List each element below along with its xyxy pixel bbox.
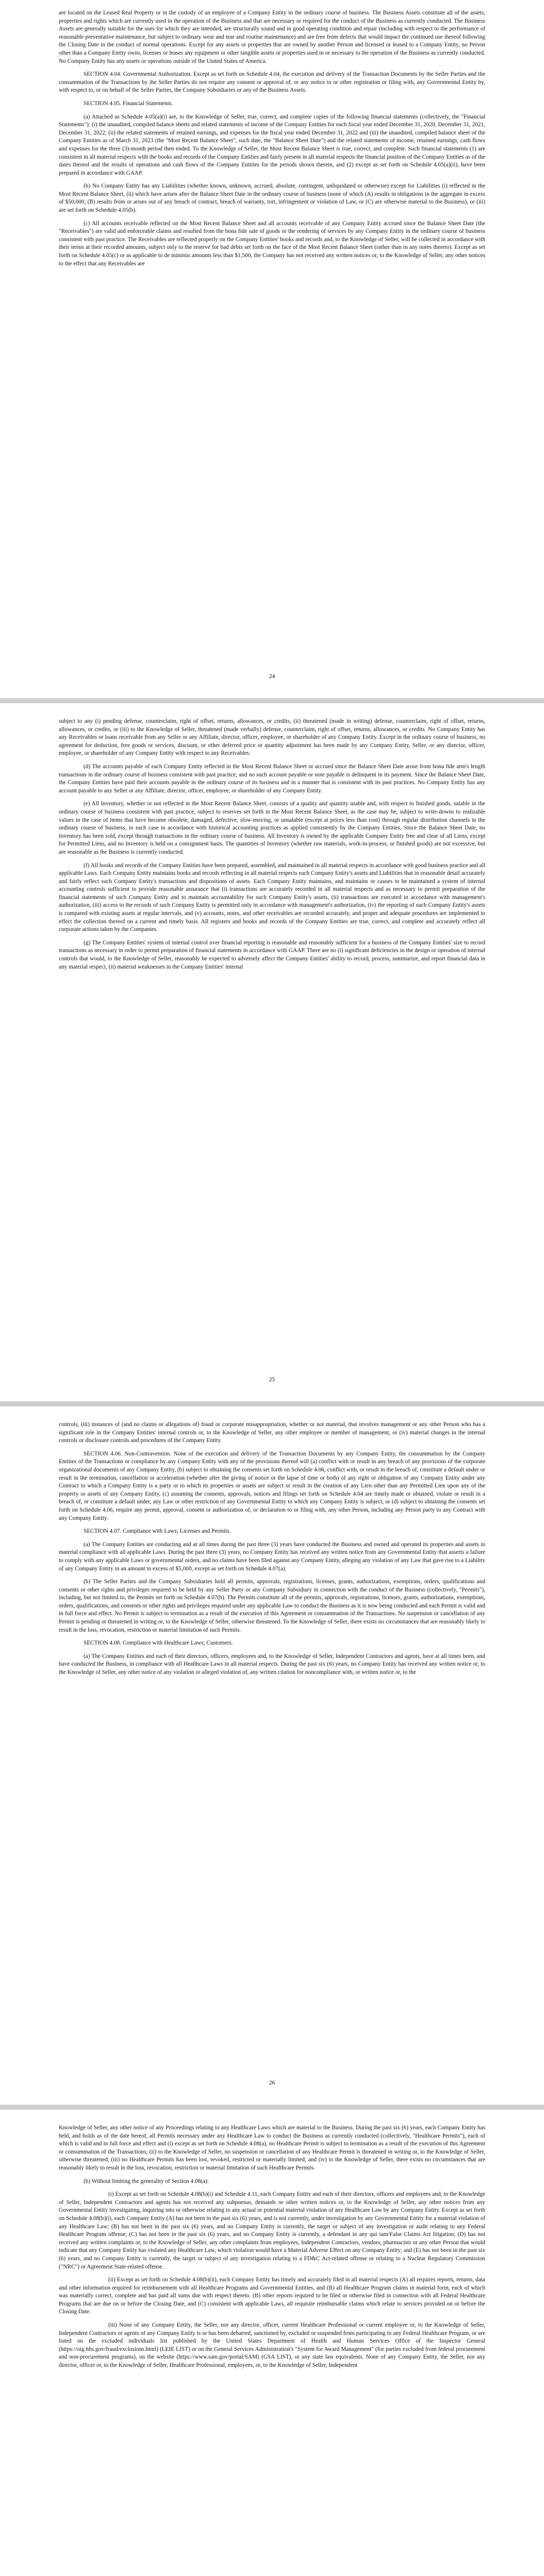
document-page-24	[0, 0, 544, 698]
section-4-08-b-iii: (iii) None of any Company Entity, the Seller, nor any director, officer, current Healthcare Professional or current employee or, to the Knowledge of Seller, Independent Contractors or agents of any Company Entity is or has been debarred, sanctioned by, excluded or suspended from participating in any Federal Healthcare Program, or are listed on the excluded individuals list published by the United States Department of Health and Human Services Office of the Inspector General (https://oig.hhs.gov/fraud/exclusions.html) (LEIE LIST) or on the General Services Administration's "System for Award Management" (for parties excluded from federal procurement and non-procurement programs), on the website (https://www.sam.gov/portal/SAM) (GSA LIST), or any state law equivalents. None of any Company Entity, the Seller, nor any director, officer or, to the Knowledge of Seller, Healthcare Professional, employees, or, to the Knowledge of Seller, Independent	[59, 2322, 485, 2369]
section-4-05-d-accounts-payable: (d) The accounts payable of each Company Entity reflected in the Most Recent Balance Sheet or accrued since the Balance Sheet Date arose from bona fide arm's length transactions in the ordinary course of business consistent with past practice, and no such account payable or note payable is delinquent in its payment. Since the Balance Sheet Date, the Company Entities have paid their accounts payable in the ordinary course of its business and in a manner that is consistent with its past practices. No Company Entity has any account payable to any Seller or any Affiliate, director, officer, employee, or shareholder of any Company Entity.	[59, 763, 485, 794]
section-4-05-a-financial-statements: (a) Attached as Schedule 4.05(a)(i) are, to the Knowledge of Seller, true, correct, and complete copies of the following financial statements (collectively, the "Financial Statements"): (i) the unaudited, compiled balance sheets and related statements of income of the Company Entities for each fiscal year ended December 31, 2020, December 31, 2021, December 31, 2022; (ii) the related statements of retained earnings, and expenses for the fiscal year ended December 31, 2022 and (iii) the unaudited, compiled balance sheet of the Company Entities as of March 31, 2023 (the "Most Recent Balance Sheet", such date, the "Balance Sheet Date") and the related statements of income, retained earnings, cash flows and expenses for the three (3)-month period then ended. To the Knowledge of Seller, the Most Recent Balance Sheet is true, correct, and complete. Such financial statements (1) are consistent in all material respects with the books and records of the Company Entities and fairly present in all material respects the financial position of the Company Entities as of the dates thereof and the results of operations and cash flows of the Company Entities for the periods shown therein, and (2) except as set forth on Schedule 4.05(a)(ii), have been prepared in accordance with GAAP.	[59, 113, 485, 176]
section-4-05-heading: SECTION 4.05. Financial Statements.	[84, 100, 173, 107]
document-page-25	[0, 703, 544, 1401]
paragraph-continued-business-assets: are located on the Leased Real Property or in the custody of an employee of a Company Entity in the ordinary course of business. The Business Assets constitute all of the assets, properties and rights which are currently used in the operation of the Business and that are necessary or required for the conduct of the Business as currently conducted. The Business Assets are generally suitable for the uses for which they are intended, are structurally sound and in good operating condition and repair (including with respect to the performance of reasonable preventative maintenance, but subject to ordinary wear and tear and routine maintenance) and are free from defects that would impact the continued use thereof following the Closing Date in the conduct of normal operations. Except for any assets or properties that are owned by another Person and licensed or leased to a Company Entity, no Person other than a Company Entity owns, licenses or leases any equipment or other tangible assets or properties used in or necessary to the operation of the Business as currently conducted. No Company Entity has any assets or operations outside of the United States of America.	[59, 10, 485, 64]
section-4-05-e-inventory: (e) All Inventory, whether or not reflected in the Most Recent Balance Sheet, consists of a quality and quantity usable and, with respect to finished goods, salable in the ordinary course of business consistent with past practice, subject to reserves set forth in the Most Recent Balance Sheet, as the case may be, subject to write-downs to realizable values in the case of items that have become obsolete, damaged, defective, slow-moving, or unsalable (except at prices less than cost) through regular distribution channels in the ordinary course of business, in each case in accordance with historical accounting practices as applied consistently by the Company Entities. Since the Balance Sheet Date, no Inventory has been sold, except through transactions in the ordinary course of business. All Inventory is owned by the applicable Company Entity free and clear of all Liens, except for Permitted Liens, and no Inventory is held on a consignment basis. The quantities of Inventory (whether raw materials, work-in-process, or finished goods) are not excessive, but are reasonable as the Business is currently conducted.	[59, 801, 485, 855]
section-4-08-a-healthcare-compliance: (a) The Company Entities and each of their directors, officers, employees and, to the Knowledge of Seller, Independent Contractors and agents, have at all times been, and have conducted the Business, in compliance with all Healthcare Laws in all material respects. During the past six (6) years, no Company Entity has received any written notice or, to the Knowledge of Seller, any other notice of any violation or alleged violation of, any written citation for noncompliance with, or written notice or, to the	[59, 1653, 485, 1676]
page-number: 25	[269, 1377, 275, 1383]
section-4-05-f-books-and-records: (f) All books and records of the Company Entities have been prepared, assembled, and maintained in all material respects in accordance with good business practice and all applicable Laws. Each Company Entity maintains books and records reflecting in all material respects each Company Entity's assets and Liabilities that in reasonable detail accurately and fairly reflect such Company Entity's transactions and dispositions of assets. Each Company Entity maintains, and maintains or causes to be maintained a system of internal accounting controls sufficient to provide reasonable assurance that (i) transactions are accurately recorded in all material respects and as necessary to permit preparation of the financial statements of such Company Entity and to maintain accountability for such Company Entity's assets, (ii) transactions are executed in accordance with management's authorization, (iii) access to the records of such Company Entity is permitted only in accordance with management's authorization, (iv) the reporting of such Company Entity's assets is compared with existing assets at regular intervals, and (v) accounts, notes, and other receivables are recorded accurately, and proper and adequate procedures are implemented to effect the collection thereof on a current and timely basis. All registers and books and records of the Company Entities are true, correct, and complete and accurately reflect all corporate actions taken by the Companies.	[59, 862, 485, 933]
section-4-05-c-receivables: (c) All accounts receivable reflected on the Most Recent Balance Sheet and all accounts receivable of any Company Entity accrued since the Balance Sheet Date (the "Receivables") are valid and enforceable claims and resulted from the bona fide sale of goods or the rendering of services by any Company Entity in the ordinary course of business consistent with past practice. The Receivables are reflected properly on the Company Entities' books and records and, to the Knowledge of Seller, will be collected in accordance with their terms at their recorded amounts, subject only to the reserve for bad debts set forth on the face of the Most Recent Balance Sheet (rather than in any notes thereto). Except as set forth on Schedule 4.05(c) or as applicable to de minimis amounts less than $1,500, the Company has not received any written notices or, to the Knowledge of Seller, any other notices to the effect that any Receivables are	[59, 220, 485, 267]
paragraph-continued-internal-controls: controls, (iii) instances of (and no claims or allegations of) fraud or corporate misappropriation, whether or not material, that involves management or any other Person who has a significant role in the Company Entities' internal controls or, to the Knowledge of Seller, any other employee or member of management, or (iv) material changes in the internal controls or disclosure controls and procedures of the Company Entity.	[59, 1421, 485, 1444]
section-4-07-b-permits: (b) The Seller Parties and the Company Subsidiaries hold all permits, approvals, registrations, licenses, grants, authorizations, exemptions, orders, qualifications and consents or other rights and privileges required to be held by any Seller Party or any Company Subsidiary in connection with the conduct of the Business (collectively, "Permits"), including, but not limited to, the Permits set forth on Schedule 4.07(b). The Permits constitute all of the permits, approvals, registrations, licenses, grants, authorizations, exemptions, orders, qualifications, and consents or other rights and privileges required under any applicable Law to conduct the Business as it is now being conducted and each Permit is valid and in full force and effect. No Permit is subject to termination as a result of the execution of this Agreement or consummation of the Transactions. No suspension or cancellation of any Permit is pending or threatened in writing or, to the Knowledge of Seller, otherwise threatened. To the Knowledge of Seller, there exists no circumstances that are reasonably likely to result in the loss, revocation, restriction or material limitation of such Permits.	[59, 1579, 485, 1633]
section-4-06-non-contravention: SECTION 4.06. Non-Contravention. None of the execution and delivery of the Transaction Documents by any Company Entity, the consummation by the Company Entities of the Transactions or compliance by any Company Entity with any of the provisions thereof will (a) conflict with or result in any breach of any provisions of the corporate organizational documents of any Company Entity, (b) subject to obtaining the consents set forth on Schedule 4.06, conflict with, or result in the breach of, constitute a default under or result in the termination, cancellation or acceleration (whether after the giving of notice or the lapse of time or both) of any right or obligation of any Company Entity under any Contract to which a Company Entity is a party or to which its properties or assets are subject or result in the creation of any Lien other than any Permitted Lien upon any of the property or assets of any Company Entity, (c) assuming the consents, approvals, notices and filings set forth on Schedule 4.04 are timely made or obtained, violate or result in a breach of, or constitute a default under, any Law or other restriction of any Governmental Entity to which any Company Entity is subject, or (d) subject to obtaining the consents set forth on Schedule 4.06, require any permit, approval, consent or authorization of, or declaration to or filing with, any other Person, including any Person party to any Contract with any Company Entity.	[59, 1450, 485, 1521]
document-page-27	[0, 2110, 544, 2576]
section-4-05-b-liabilities: (b) No Company Entity has any Liabilities (whether known, unknown, accrued, absolute, contingent, unliquidated or otherwise) except for Liabilities (i) reflected in the Most Recent Balance Sheet, (ii) which have arisen after the Balance Sheet Date in the ordinary course of business (none of which (A) results in obligations in the aggregate in excess of $50,000, (B) results from or arises out of any breach of contract, breach of warranty, tort, infringement or violation of Law, or (C) are otherwise material to the Business), or (iii) are set forth on Schedule 4.05(b).	[59, 183, 485, 214]
page-number: 26	[269, 2080, 275, 2086]
section-4-07-heading: SECTION 4.07. Compliance with Laws; Licenses and Permits.	[84, 1528, 231, 1535]
section-4-08-b-ii: (ii) Except as set forth on Schedule 4.08(b)(ii), each Company Entity has timely and accurately filed in all material respects (A) all requires reports, returns, data and other information required for reimbursement with all Healthcare Programs and Governmental Entities, and (B) all Healthcare Program claims in material form, each of which was materially correct, complete and has paid all sums due with respect thereto. (B) other reports required to be filed or otherwise filed in connection with all Federal Healthcare Programs that are due on or before the Closing Date, and (C) consistent with applicable Laws, all requisite reimbursable claims which relate to services provided on or before the Closing Date.	[59, 2277, 485, 2315]
section-4-05-g-internal-control: (g) The Company Entities' system of internal control over financial reporting is reasonable and reasonably sufficient for a business of the Company Entities' size to record transactions as necessary in order to permit preparation of financial statements in accordance with GAAP. There are no (i) significant deficiencies in the design or operation of internal controls that would, to the Knowledge of Seller, reasonably be expected to adversely affect the Company Entities' ability to record, process, summarize, and report financial data in any material respect, (ii) material weaknesses in the Company Entities' internal	[59, 939, 485, 970]
page-number: 24	[269, 673, 275, 680]
section-4-04-governmental-authorization: SECTION 4.04. Governmental Authorization. Except as set forth on Schedule 4.04, the execution and delivery of the Transaction Documents by the Seller Parties and the consummation of the Transactions by the Seller Parties do not require any consent or approval of, or any notice to or other registration or filing with, any Governmental Entity by, with respect to, or on behalf of the Seller Parties, the Company Subsidiaries or any of the Business Assets.	[59, 71, 485, 94]
section-4-08-b-i: (i) Except as set forth on Schedule 4.08(b)(i) and Schedule 4.11, each Company Entity and each of their directors, officers and employees and, to the Knowledge of Seller, Independent Contractors and agents has not received any subpoenas, demands or other written notices or, to the Knowledge of Seller, any other notices from any Governmental Entity investigating, inquiring into or otherwise relating to any actual or potential material violation of any Healthcare Law by any Company Entity. Except as set forth on Schedule 4.08(b)(i), each Company Entity (A) has not been in the past six (6) years, and is not currently, under investigation by any Governmental Entity for a material violation of any Healthcare Law; (B) has not been in the past six (6) years, and no Company Entity is currently, the target or subject of any investigation or audit relating to any Federal Healthcare Program offense; (C) has not been in the past six (6) years, and no Company Entity is currently, a defendant in any qui tam/False Claims Act litigation; (D) has not received any written complaints or, to the Knowledge of Seller, any other complaints from employees, Independent Contractors, vendors, pharmacists or any other Person that would indicate that any Company Entity has violated any Healthcare Law, which violation would have a Material Adverse Effect on any Company Entity; and (E) has not been in the past six (6) years, and no Company Entity is currently, the target or subject of any investigation relating to a FD&C Act-related offense or relating to a Nuclear Regulatory Commission ("NRC") or Agreement State-related offense.	[59, 2191, 485, 2270]
document-page-26	[0, 1406, 544, 2105]
paragraph-continued-receivables: subject to any (i) pending defense, counterclaim, right of offset, returns, allowances, or credits, (ii) threatened (made in writing) defense, counterclaim, right of offset, returns, allowances, or credits, or (iii) to the Knowledge of Seller, threatened (made verbally) defense, counterclaim, right of offset, returns, allowances, or credits. No Company Entity has any Receivables or loans receivable from any Seller or any Affiliate, director, officer, employee, or shareholder of any Company Entity. Except in the ordinary course of business, no agreement for deduction, free goods or services, discount, or other deferred price or quantity adjustment has been made by any Company Entity, Seller, or any director, officer, employee, or shareholder of any Company Entity with respect to any Receivables.	[59, 718, 485, 757]
section-4-08-heading: SECTION 4.08. Compliance with Healthcare Laws; Customers.	[84, 1640, 233, 1647]
paragraph-continued-healthcare-permits: Knowledge of Seller, any other notice of any Proceedings relating to any Healthcare Laws which are material to the Business. During the past six (6) years, each Company Entity has held, and holds as of the date hereof, all Permits necessary under any Healthcare Law to conduct the Business as currently conducted (collectively, "Healthcare Permits"), each of which is valid and in full force and effect and (i) except as set forth on Schedule 4.08(a), no Healthcare Permit is subject to termination as a result of the execution of this Agreement or consummation of the Transactions; (ii) to the Knowledge of Seller, no suspension or cancellation of any Healthcare Permit is threatened in writing or, to the Knowledge of Seller, otherwise threatened; (iii) no Healthcare Permits has been lost, revoked, restricted or materially limited; and (iv) to the Knowledge of Seller, there exists no circumstances that are reasonably likely to result in the loss, revocation, restriction or material limitation of such Healthcare Permits.	[59, 2125, 485, 2171]
section-4-07-a-compliance: (a) The Company Entities are conducting and at all times during the past three (3) years have conducted the Business and owned and operated its properties and assets in material compliance with all applicable Laws. During the past three (3) years, no Company Entity has received any written notice from any Governmental Entity that asserts a failure to comply with any applicable Laws or governmental orders, and no claims have been filed against any Company Entity, alleging any violation of any Law that gave rise to a Liability of any Company Entity in an amount in excess of $5,000, except as set forth on Schedule 4.07(a).	[59, 1541, 485, 1572]
section-4-08-b-intro: (b) Without limiting the generality of Section 4.08(a):	[84, 2178, 209, 2184]
